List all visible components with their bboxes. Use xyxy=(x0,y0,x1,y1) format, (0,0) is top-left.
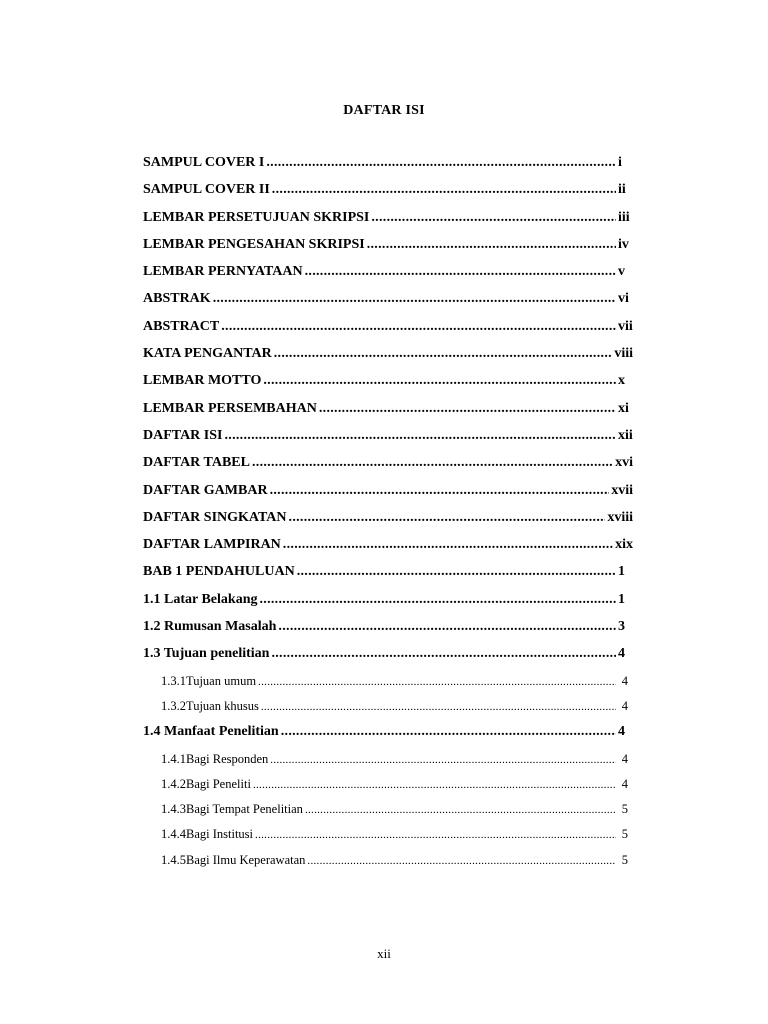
dot-leader xyxy=(259,592,616,608)
toc-entry-label: Bagi Tempat Penelitian xyxy=(186,802,303,817)
toc-entry xyxy=(143,619,633,646)
toc-entry-page: 4 xyxy=(621,776,628,791)
toc-entry xyxy=(143,802,633,827)
dot-leader xyxy=(289,510,606,526)
toc-entry-page: 5 xyxy=(621,827,628,842)
toc-entry-label: SAMPUL COVER I xyxy=(143,155,265,170)
dot-leader xyxy=(261,699,616,714)
toc-entry-label: DAFTAR ISI xyxy=(143,427,223,443)
toc-entry-label: ABSTRACT xyxy=(143,318,220,334)
toc-entry-label: DAFTAR GAMBAR xyxy=(143,482,268,498)
toc-entry-number: 1.4.4 xyxy=(161,827,186,842)
toc-entry-label: BAB 1 PENDAHULUAN xyxy=(143,564,295,580)
toc-entry-label: Tujuan khusus xyxy=(186,698,259,713)
toc-entry-number: 1.4.3 xyxy=(161,802,186,817)
toc-entry xyxy=(143,291,633,318)
dot-leader xyxy=(213,291,616,307)
toc-entry-label: 1.3 Tujuan penelitian xyxy=(143,646,270,662)
toc-entry xyxy=(143,646,633,673)
toc-entry-page: vii xyxy=(618,318,633,334)
dot-leader xyxy=(270,483,610,499)
toc-entry xyxy=(143,564,633,591)
toc-entry-label: 1.2 Rumusan Masalah xyxy=(143,619,277,635)
toc-entry-page: 4 xyxy=(621,698,628,713)
table-of-contents xyxy=(143,155,633,878)
toc-entry-page: x xyxy=(618,373,625,389)
dot-leader xyxy=(255,827,616,842)
toc-entry-number: 1.4.5 xyxy=(161,852,186,867)
toc-entry-label: LEMBAR PERNYATAAN xyxy=(143,264,303,280)
dot-leader xyxy=(319,401,616,417)
toc-entry-label: Tujuan umum xyxy=(186,673,257,688)
toc-entry-label: Bagi Institusi xyxy=(186,827,254,842)
toc-entry xyxy=(143,319,633,346)
dot-leader xyxy=(305,802,616,817)
toc-entry-page: iv xyxy=(618,236,629,252)
dot-leader xyxy=(224,428,616,444)
toc-entry-page: xi xyxy=(618,400,629,416)
dot-leader xyxy=(258,674,616,689)
toc-entry-label: ABSTRAK xyxy=(143,291,211,307)
toc-entry-label: Bagi Peneliti xyxy=(186,776,251,791)
toc-entry xyxy=(143,537,633,564)
toc-entry xyxy=(143,373,633,400)
dot-leader xyxy=(278,619,616,635)
toc-entry xyxy=(143,155,633,182)
dot-leader xyxy=(307,853,616,868)
dot-leader xyxy=(263,373,616,389)
toc-entry-label: LEMBAR PERSEMBAHAN xyxy=(143,400,317,416)
toc-entry-page: xix xyxy=(615,537,633,553)
toc-entry-label: KATA PENGANTAR xyxy=(143,346,272,362)
dot-leader xyxy=(367,237,616,253)
toc-entry-label: Bagi Responden xyxy=(186,751,269,766)
toc-entry-label: DAFTAR TABEL xyxy=(143,455,250,471)
dot-leader xyxy=(371,210,616,226)
toc-entry xyxy=(143,853,633,878)
toc-entry-label: DAFTAR LAMPIRAN xyxy=(143,537,281,553)
toc-entry-page: 1 xyxy=(618,564,625,580)
toc-entry xyxy=(143,724,633,751)
page-number: xii xyxy=(377,946,391,961)
toc-entry xyxy=(143,455,633,482)
toc-entry-page: ii xyxy=(618,182,626,198)
toc-entry-label: Bagi Ilmu Keperawatan xyxy=(186,852,306,867)
toc-entry xyxy=(143,210,633,237)
toc-entry-label: SAMPUL COVER II xyxy=(143,182,270,198)
toc-entry-number: 1.3.1 xyxy=(161,673,186,688)
dot-leader xyxy=(270,752,616,767)
toc-entry-page: vi xyxy=(618,291,629,307)
toc-entry-number: 1.4.1 xyxy=(161,751,186,766)
toc-entry-label: LEMBAR PENGESAHAN SKRIPSI xyxy=(143,236,365,252)
toc-entry-page: v xyxy=(618,264,625,280)
toc-entry-page: xvi xyxy=(615,455,633,471)
dot-leader xyxy=(271,646,616,662)
toc-entry xyxy=(143,699,633,724)
toc-entry-page: 1 xyxy=(618,591,625,607)
toc-entry-page: xviii xyxy=(607,509,633,525)
toc-entry-page: 4 xyxy=(621,751,628,766)
dot-leader xyxy=(253,777,616,792)
toc-entry-page: xii xyxy=(618,427,633,443)
toc-entry-number: 1.4.2 xyxy=(161,776,186,791)
dot-leader xyxy=(274,346,613,362)
dot-leader xyxy=(266,155,616,171)
toc-entry xyxy=(143,827,633,852)
toc-entry-page: i xyxy=(618,155,622,170)
page-title: DAFTAR ISI xyxy=(343,103,425,118)
toc-entry-page: 5 xyxy=(621,852,628,867)
toc-entry xyxy=(143,401,633,428)
toc-entry xyxy=(143,483,633,510)
toc-entry xyxy=(143,592,633,619)
toc-entry xyxy=(143,428,633,455)
toc-entry xyxy=(143,510,633,537)
dot-leader xyxy=(283,537,613,553)
toc-entry xyxy=(143,752,633,777)
toc-entry-label: 1.1 Latar Belakang xyxy=(143,591,258,607)
dot-leader xyxy=(297,564,616,580)
dot-leader xyxy=(281,724,616,740)
toc-entry-page: xvii xyxy=(611,482,633,498)
toc-entry xyxy=(143,182,633,209)
toc-entry-label: DAFTAR SINGKATAN xyxy=(143,509,287,525)
toc-entry-page: viii xyxy=(614,346,633,362)
toc-entry-page: 4 xyxy=(618,724,625,740)
dot-leader xyxy=(305,264,616,280)
toc-entry xyxy=(143,674,633,699)
toc-entry-page: 3 xyxy=(618,619,625,635)
dot-leader xyxy=(221,319,616,335)
toc-entry-page: 4 xyxy=(618,646,625,662)
toc-entry xyxy=(143,777,633,802)
toc-entry xyxy=(143,346,633,373)
toc-entry-page: iii xyxy=(618,209,630,225)
dot-leader xyxy=(252,455,613,471)
toc-entry-page: 4 xyxy=(621,673,628,688)
toc-entry xyxy=(143,237,633,264)
toc-entry xyxy=(143,264,633,291)
toc-entry-label: LEMBAR MOTTO xyxy=(143,373,262,389)
dot-leader xyxy=(272,182,616,198)
toc-entry-label: 1.4 Manfaat Penelitian xyxy=(143,724,279,740)
toc-entry-number: 1.3.2 xyxy=(161,698,186,713)
toc-entry-page: 5 xyxy=(621,802,628,817)
toc-entry-label: LEMBAR PERSETUJUAN SKRIPSI xyxy=(143,209,370,225)
